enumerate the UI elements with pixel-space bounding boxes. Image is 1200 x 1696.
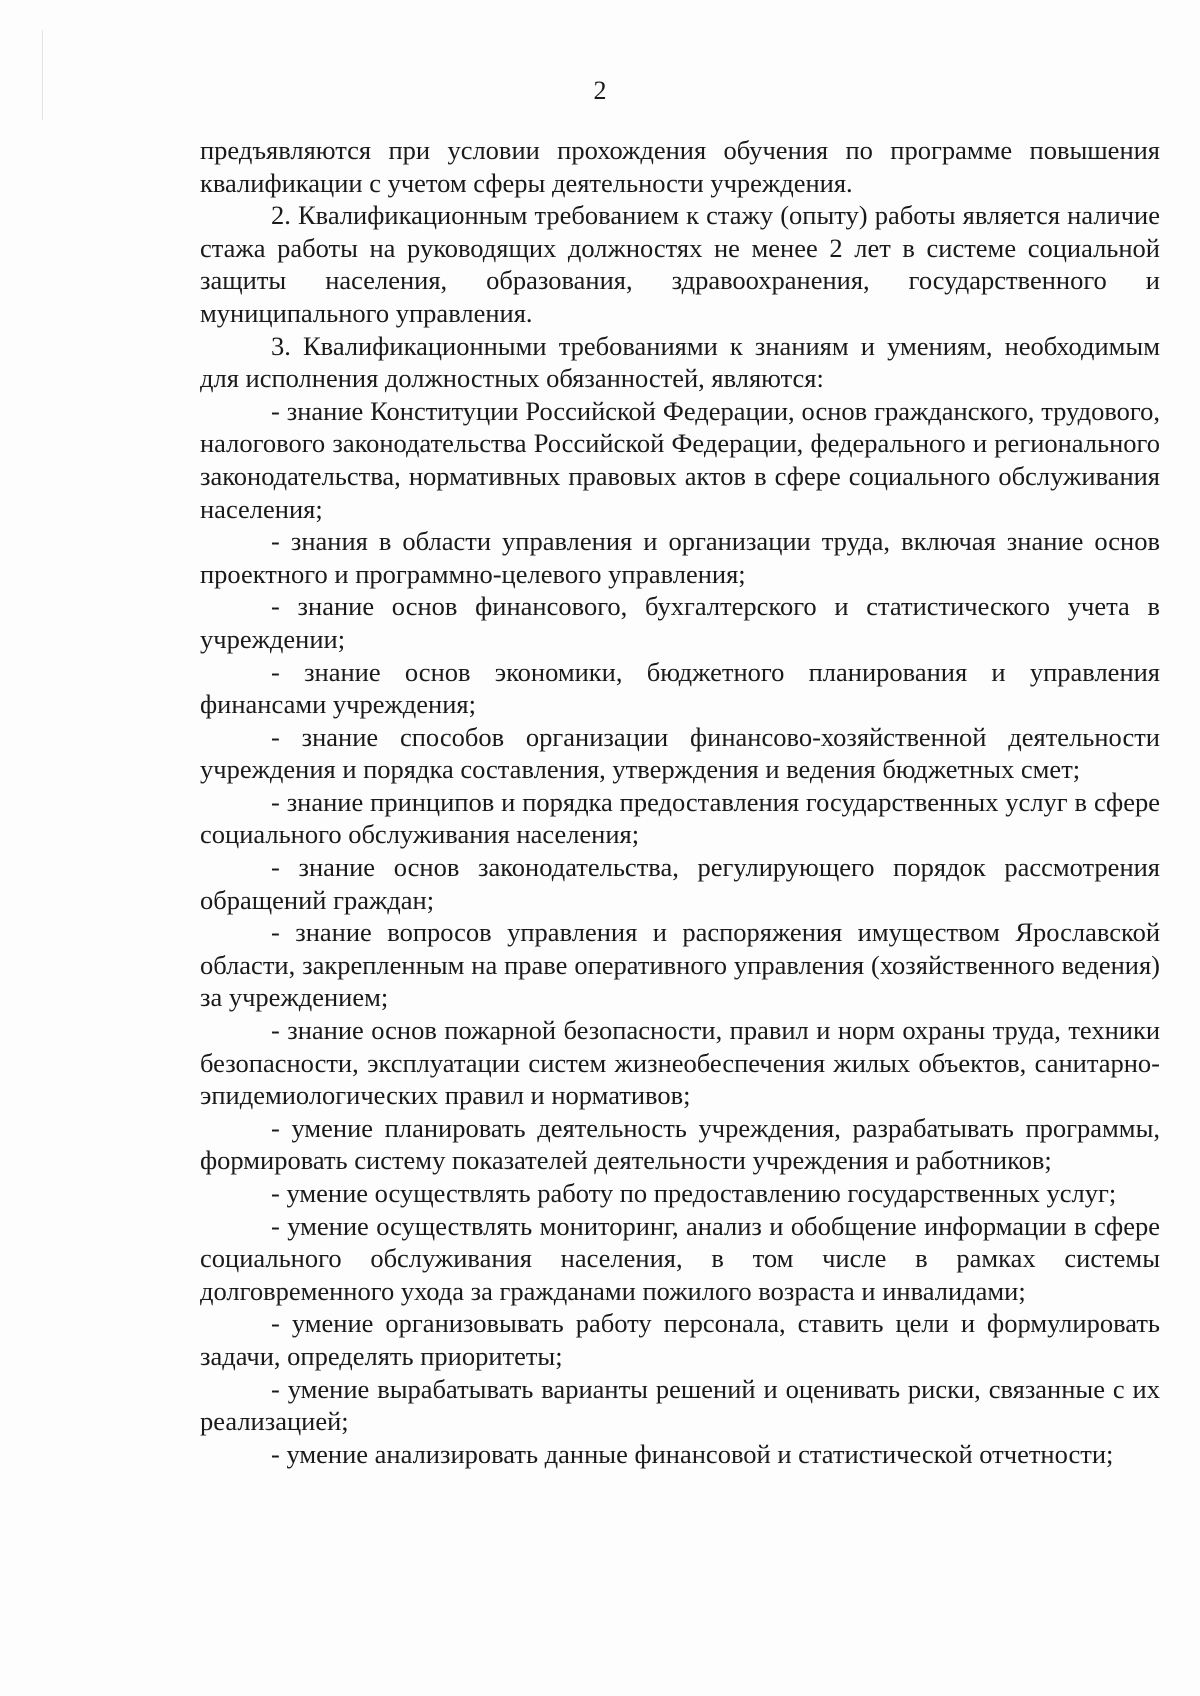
list-item: - умение осуществлять мониторинг, анализ и обобщение информации в сфере социального обслуживания населения, в том числе в рамках системы долговременного ухода за гражданами пожилого возраста и инвалидами; [200, 1210, 1160, 1306]
list-item: - знание Конституции Российской Федерации, основ гражданского, трудового, налогового законодательства Российской Федерации, федерального и регионального законодательства, нормативных правовых актов в сфере социального обслуживания населения; [200, 395, 1160, 524]
list-item: - знание основ законодательства, регулирующего порядок рассмотрения обращений граждан; [200, 852, 1160, 915]
paragraph: предъявляются при условии прохождения обучения по программе повышения квалификации с учетом сферы деятельности учреждения. [200, 135, 1160, 198]
list-item: - знание основ экономики, бюджетного планирования и управления финансами учреждения; [200, 656, 1160, 720]
paragraph: 2. Квалификационным требованием к стажу (опыту) работы является наличие стажа работы на руководящих должностях не менее 2 лет в системе социальной защиты населения, образования, здравоохранения, государственного и муниципального управления. [200, 200, 1160, 328]
list-item: - умение вырабатывать варианты решений и оценивать риски, связанные с их реализацией; [200, 1373, 1160, 1437]
page-number: 2 [593, 76, 607, 105]
list-item: - знания в области управления и организации труда, включая знание основ проектного и программно-целевого управления; [200, 526, 1160, 589]
list-item: - умение анализировать данные финансовой и статистической отчетности; [271, 1438, 1114, 1469]
list-item: - умение планировать деятельность учреждения, разрабатывать программы, формировать систему показателей деятельности учреждения и работников; [200, 1112, 1160, 1176]
body-text [200, 134, 1160, 1470]
list-item: - знание принципов и порядка предоставления государственных услуг в сфере социального обслуживания населения; [200, 786, 1160, 850]
list-item: - знание вопросов управления и распоряжения имуществом Ярославской области, закрепленным на праве оперативного управления (хозяйственного ведения) за учреждением; [200, 917, 1160, 1013]
list-item: - знание основ финансового, бухгалтерского и статистического учета в учреждении; [200, 591, 1160, 654]
list-item: - знание основ пожарной безопасности, правил и норм охраны труда, техники безопасности, эксплуатации систем жизнеобеспечения жилых объектов, санитарно-эпидемиологических правил и нормативов; [200, 1015, 1160, 1111]
scan-edge-mark [42, 30, 43, 120]
list-item: - умение организовывать работу персонала, ставить цели и формулировать задачи, определять приоритеты; [200, 1308, 1160, 1371]
list-item: - умение осуществлять работу по предоставлению государственных услуг; [271, 1178, 1117, 1208]
paragraph: 3. Квалификационными требованиями к знаниям и умениям, необходимым для исполнения должностных обязанностей, являются: [200, 330, 1160, 394]
list-item: - знание способов организации финансово-хозяйственной деятельности учреждения и порядка составления, утверждения и ведения бюджетных смет; [200, 721, 1160, 785]
